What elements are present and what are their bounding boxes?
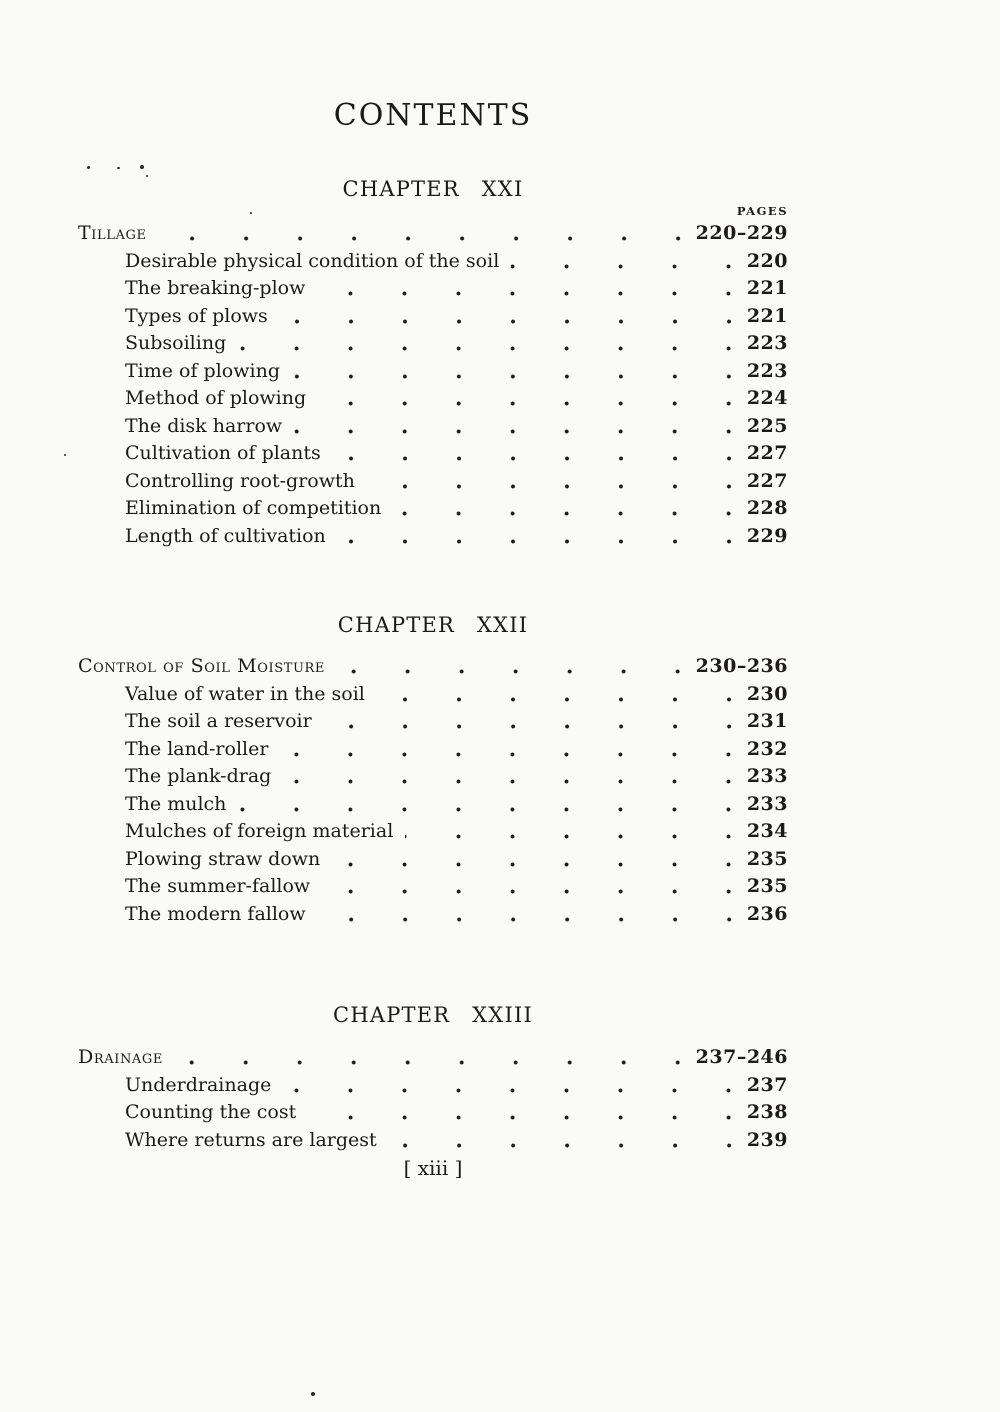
toc-entry: [78, 413, 788, 441]
toc-entry-pages: 238: [746, 1101, 788, 1123]
toc-entry-label: Desirable physical condition of the soil: [125, 249, 500, 272]
chapter-section: [78, 612, 788, 928]
toc-entry-label: Counting the cost: [125, 1101, 297, 1123]
toc-entry: [78, 1127, 788, 1155]
chapter-section: [78, 176, 788, 550]
toc-entry: [78, 248, 788, 276]
toc-sections: [78, 176, 788, 1154]
scan-artifact: [64, 454, 66, 456]
toc-entry: [78, 708, 788, 736]
toc-entry: [78, 303, 788, 331]
scan-artifact: [87, 166, 90, 169]
toc-entry-pages: 230–236: [695, 655, 788, 677]
scan-artifact: [250, 212, 252, 214]
toc-entry-label: The disk harrow: [125, 414, 283, 437]
toc-entry-label: Subsoiling: [125, 332, 227, 354]
toc-entry-pages: 228: [746, 497, 788, 519]
toc-entry-label: Controlling root-growth: [125, 469, 355, 492]
toc-entry-label: Value of water in the soil: [125, 682, 365, 705]
toc-entry: [78, 791, 788, 819]
chapter-heading: CHAPTER XXII: [337, 613, 529, 637]
toc-entry-label: The breaking-plow: [125, 277, 306, 299]
toc-entry: [78, 468, 788, 496]
toc-entry-label: Where returns are largest: [125, 1128, 377, 1151]
toc-entry-pages: 231: [746, 710, 788, 732]
toc-entry-pages: 235: [746, 875, 788, 897]
toc-rows: [78, 220, 788, 550]
toc-entry-label: Drainage: [78, 1046, 163, 1068]
toc-entry: [78, 440, 788, 468]
toc-entry-pages: 223: [746, 359, 788, 382]
toc-entry: [78, 330, 788, 358]
toc-entry-pages: 227: [746, 442, 788, 464]
toc-entry-pages: 232: [746, 737, 788, 760]
toc-entry-pages: 233: [746, 792, 788, 815]
chapter-heading: CHAPTER XXIII: [333, 1003, 533, 1027]
toc-entry: [78, 901, 788, 929]
toc-entry-pages: 220: [746, 249, 788, 272]
toc-entry-label: The land-roller: [125, 737, 269, 760]
toc-entry-pages: 235: [746, 847, 788, 870]
toc-entry-pages: 229: [746, 524, 788, 547]
toc-entry: [78, 1044, 788, 1072]
toc-entry-label: Cultivation of plants: [125, 442, 321, 464]
toc-entry-label: Method of plowing: [125, 387, 307, 409]
toc-entry-label: The mulch: [125, 792, 227, 815]
toc-entry-label: Elimination of competition: [125, 497, 382, 519]
toc-entry-label: Control of Soil Moisture: [78, 655, 326, 677]
toc-entry-pages: 224: [746, 387, 788, 409]
toc-entry-pages: 223: [746, 332, 788, 354]
toc-entry-label: The plank-drag: [125, 765, 272, 787]
toc-entry-label: Plowing straw down: [125, 847, 321, 870]
toc-entry: [78, 818, 788, 846]
page-content: [78, 0, 788, 1182]
scan-artifact: [311, 1392, 315, 1396]
toc-entry-label: Time of plowing: [125, 359, 280, 382]
toc-entry: [78, 523, 788, 551]
toc-entry-pages: 237–246: [695, 1046, 788, 1068]
toc-entry: [78, 736, 788, 764]
toc-entry-label: The modern fallow: [125, 902, 306, 925]
toc-entry-pages: 234: [746, 820, 788, 842]
toc-entry: [78, 495, 788, 523]
toc-entry-label: Tillage: [78, 222, 147, 244]
chapter-section: [78, 1002, 788, 1154]
chapter-heading: CHAPTER XXI: [342, 177, 524, 201]
toc-rows: [78, 653, 788, 928]
toc-entry: [78, 653, 788, 681]
toc-entry-pages: 221: [746, 277, 788, 299]
toc-entry-label: Types of plows: [125, 304, 268, 327]
toc-entry-pages: 220–229: [695, 222, 788, 244]
toc-entry: [78, 358, 788, 386]
toc-entry-label: The summer-fallow: [125, 875, 311, 897]
toc-entry: [78, 1099, 788, 1127]
toc-entry: [78, 681, 788, 709]
toc-entry-pages: 227: [746, 469, 788, 492]
toc-entry-pages: 225: [746, 414, 788, 437]
toc-entry-pages: 237: [746, 1073, 788, 1096]
toc-entry: [78, 275, 788, 303]
scan-artifact: [117, 167, 120, 169]
toc-entry: [78, 220, 788, 248]
page-title: CONTENTS: [333, 98, 533, 133]
toc-entry-pages: 236: [746, 902, 788, 925]
toc-entry: [78, 873, 788, 901]
scan-artifact: [140, 165, 144, 169]
toc-entry-pages: 239: [746, 1128, 788, 1151]
toc-entry-label: Underdrainage: [125, 1073, 272, 1096]
page-number-footer: [ xiii ]: [403, 1156, 463, 1180]
toc-entry: [78, 385, 788, 413]
toc-entry: [78, 846, 788, 874]
toc-entry-label: Length of cultivation: [125, 524, 326, 547]
toc-rows: [78, 1044, 788, 1154]
toc-entry-pages: 233: [746, 765, 788, 787]
toc-entry-label: Mulches of foreign material: [125, 820, 394, 842]
toc-entry-label: The soil a reservoir: [125, 710, 312, 732]
pages-column-label: PAGES: [736, 204, 788, 218]
toc-entry-pages: 221: [746, 304, 788, 327]
scan-artifact: [146, 175, 148, 177]
toc-entry-pages: 230: [746, 682, 788, 705]
toc-entry: [78, 763, 788, 791]
toc-entry: [78, 1072, 788, 1100]
